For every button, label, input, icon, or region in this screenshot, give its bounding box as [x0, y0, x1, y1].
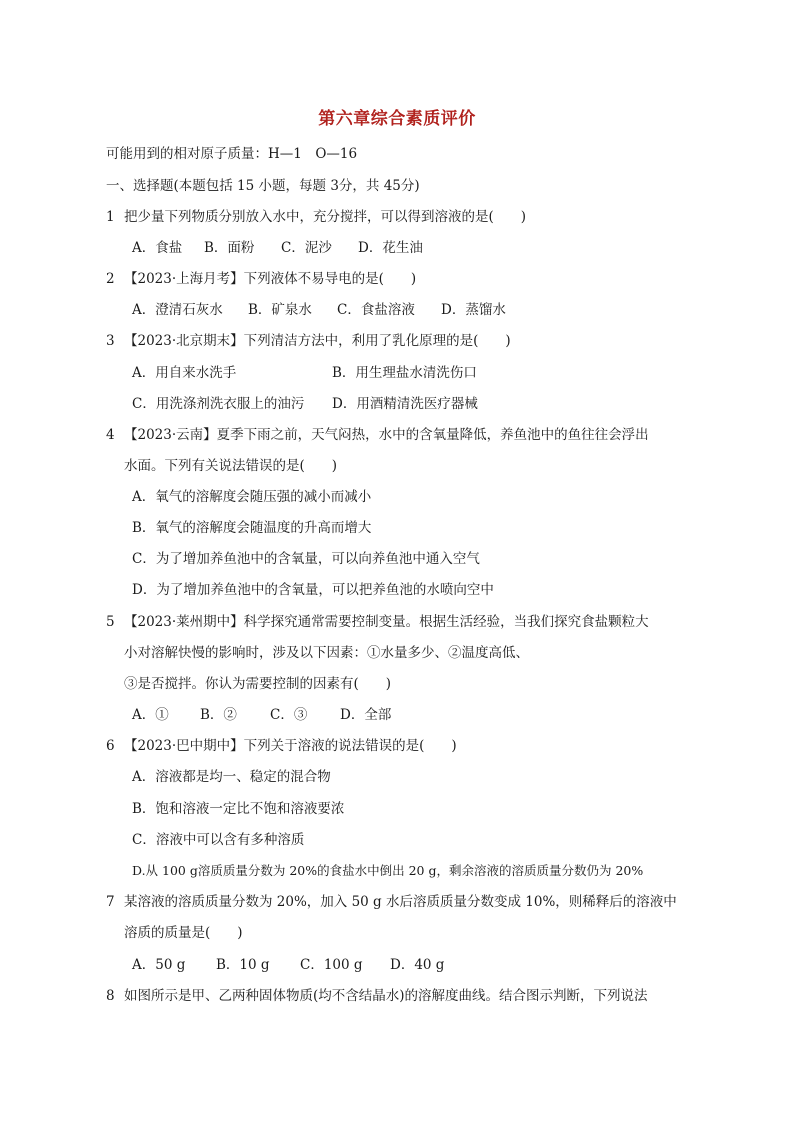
question-number: 7 — [106, 894, 115, 910]
option-a: A．用自来水洗手 — [132, 365, 237, 381]
option-a: A．① — [132, 707, 169, 723]
question-stem: 【2023·上海月考】下列液体不易导电的是( ) — [124, 271, 417, 287]
option-b: B．10 g — [216, 957, 270, 973]
option-d: D．蒸馏水 — [441, 302, 506, 318]
option-d: D．用酒精清洗医疗器械 — [332, 396, 478, 412]
question-stem: 把少量下列物质分别放入水中，充分搅拌，可以得到溶液的是( ) — [124, 209, 527, 225]
option-b: B．用生理盐水清洗伤口 — [332, 365, 477, 381]
question-stem: 【2023·莱州期中】科学探究通常需要控制变量。根据生活经验，当我们探究食盐颗粒大 — [124, 614, 649, 630]
question-number: 8 — [106, 988, 115, 1004]
question-number: 1 — [106, 209, 115, 225]
option-b: B．氧气的溶解度会随温度的升高而增大 — [132, 520, 372, 536]
option-b: B．饱和溶液一定比不饱和溶液要浓 — [132, 801, 345, 817]
option-d: D．花生油 — [358, 240, 423, 256]
option-a: A．澄清石灰水 — [132, 302, 223, 318]
option-row — [132, 363, 477, 383]
option-c: C．100 g — [300, 957, 363, 973]
question-stem: 【2023·北京期末】下列清洁方法中，利用了乳化原理的是( ) — [124, 333, 511, 349]
option-c: C．为了增加养鱼池中的含氧量，可以向养鱼池中通入空气 — [132, 551, 480, 567]
question-stem: 如图所示是甲、乙两种固体物质(均不含结晶水)的溶解度曲线。结合图示判断，下列说法 — [124, 988, 648, 1004]
option-d: D．全部 — [340, 707, 392, 723]
question-stem-cont: 水面。下列有关说法错误的是( ) — [124, 458, 338, 474]
page-title: 第六章综合素质评价 — [318, 109, 476, 129]
option-c: C．泥沙 — [281, 240, 332, 256]
option-row — [132, 238, 423, 258]
option-c: C．③ — [270, 707, 308, 723]
option-row — [132, 705, 391, 725]
option-d: D．40 g — [390, 957, 445, 973]
option-row — [132, 955, 444, 975]
option-c: C．用洗涤剂洗衣服上的油污 — [132, 396, 305, 412]
option-row — [132, 300, 506, 320]
option-d: D．为了增加养鱼池中的含氧量，可以把养鱼池的水喷向空中 — [132, 582, 494, 598]
option-b: B．② — [200, 707, 237, 723]
option-a: A．溶液都是均一、稳定的混合物 — [132, 769, 331, 785]
option-row — [132, 394, 478, 414]
option-c: C．食盐溶液 — [337, 302, 415, 318]
option-c: C．溶液中可以含有多种溶质 — [132, 832, 305, 848]
section-heading: 一、选择题(本题包括 15 小题，每题 3分，共 45分) — [106, 178, 420, 194]
option-b: B．面粉 — [204, 240, 255, 256]
question-stem: 某溶液的溶质质量分数为 20%，加入 50 g 水后溶质质量分数变成 10%，则稀释后的溶液中 — [124, 894, 677, 910]
question-number: 3 — [106, 333, 115, 349]
question-stem: 【2023·巴中期中】下列关于溶液的说法错误的是( ) — [124, 738, 457, 754]
question-number: 5 — [106, 614, 115, 630]
option-a: A．50 g — [132, 957, 186, 973]
question-stem: 【2023·云南】夏季下雨之前，天气闷热，水中的含氧量降低，养鱼池中的鱼往往会浮出 — [124, 427, 649, 443]
question-stem-cont: 溶质的质量是( ) — [124, 925, 243, 941]
question-number: 2 — [106, 271, 115, 287]
question-stem-cont: 小对溶解快慢的影响时，涉及以下因素：①水量多少、②温度高低、 — [124, 645, 529, 661]
question-number: 6 — [106, 738, 115, 754]
atomic-mass-note: 可能用到的相对原子质量：H—1 O—16 — [106, 146, 358, 162]
question-stem-cont: ③是否搅拌。你认为需要控制的因素有( ) — [124, 676, 392, 692]
option-a: A．氧气的溶解度会随压强的减小而减小 — [132, 489, 372, 505]
option-b: B．矿泉水 — [248, 302, 312, 318]
option-d: D.从 100 g溶质质量分数为 20%的食盐水中倒出 20 g，剩余溶液的溶质质量分数仍为 20% — [132, 863, 644, 878]
option-a: A．食盐 — [132, 240, 183, 256]
question-number: 4 — [106, 427, 115, 443]
